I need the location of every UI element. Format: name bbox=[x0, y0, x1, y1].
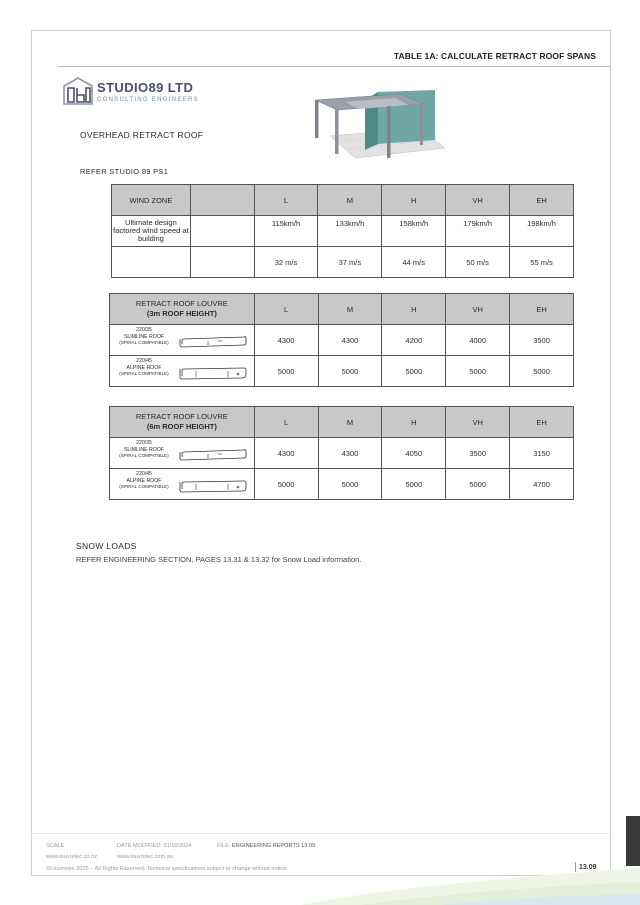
wind-speed-ms: 55 m/s bbox=[510, 247, 574, 278]
roof-profile-cell bbox=[110, 356, 255, 387]
alpine-profile-icon bbox=[178, 479, 248, 493]
span-value: 5000 bbox=[254, 469, 318, 500]
wind-speed-ms: 37 m/s bbox=[318, 247, 382, 278]
span-value: 4300 bbox=[318, 438, 382, 469]
span-value: 5000 bbox=[254, 356, 318, 387]
table-title: TABLE 1A: CALCULATE RETRACT ROOF SPANS bbox=[393, 51, 596, 61]
wind-zone-header: WIND ZONE bbox=[112, 185, 191, 216]
roof-note: (SPIRAL COMPATIBLE) bbox=[119, 340, 169, 346]
decorative-swoosh bbox=[300, 848, 640, 905]
alpine-profile-icon bbox=[178, 366, 248, 380]
roof-size: 220/35 bbox=[136, 327, 152, 333]
roof-profile-cell bbox=[110, 438, 255, 469]
zone-header: H bbox=[382, 294, 446, 325]
zone-header: EH bbox=[510, 294, 574, 325]
zone-header: L bbox=[254, 294, 318, 325]
slimline-profile-icon bbox=[178, 335, 248, 349]
span-value: 5000 bbox=[318, 469, 382, 500]
louvre-table-3m bbox=[109, 293, 574, 387]
zone-header: EH bbox=[510, 185, 574, 216]
zone-header: M bbox=[318, 407, 382, 438]
louvre-table-title bbox=[110, 407, 255, 438]
header-divider bbox=[58, 66, 611, 67]
blank-cell bbox=[190, 247, 254, 278]
louvre-title-line2: (6m ROOF HEIGHT) bbox=[146, 422, 217, 431]
roof-note: (SPIRAL COMPATIBLE) bbox=[119, 453, 169, 459]
footer-file-name: ENGINEERING REPORTS 13.09 bbox=[231, 843, 316, 849]
zone-header: EH bbox=[510, 407, 574, 438]
span-value: 4300 bbox=[318, 325, 382, 356]
wind-speed-kmh: 115km/h bbox=[254, 216, 318, 247]
louvre-title-line1: RETRACT ROOF LOUVRE bbox=[135, 412, 228, 421]
roof-name: SLIMLINE ROOF bbox=[123, 446, 165, 453]
zone-header: L bbox=[254, 185, 318, 216]
span-value: 4300 bbox=[254, 325, 318, 356]
roof-note: (SPIRAL COMPATIBLE) bbox=[119, 371, 169, 377]
span-value: 4300 bbox=[254, 438, 318, 469]
zone-header: L bbox=[254, 407, 318, 438]
roof-size: 220/35 bbox=[136, 440, 152, 446]
snow-loads-reference: REFER ENGINEERING SECTION, PAGES 13.31 & 13.32 for Snow Load information. bbox=[76, 555, 362, 564]
wind-speed-kmh: 179km/h bbox=[446, 216, 510, 247]
roof-name: ALPINE ROOF bbox=[126, 477, 162, 484]
span-value: 3500 bbox=[510, 325, 574, 356]
span-value: 4050 bbox=[382, 438, 446, 469]
span-value: 5000 bbox=[382, 356, 446, 387]
retract-roof-illustration bbox=[305, 88, 445, 166]
zone-header: M bbox=[318, 185, 382, 216]
span-value: 5000 bbox=[382, 469, 446, 500]
roof-note: (SPIRAL COMPATIBLE) bbox=[119, 484, 169, 490]
footer-scale-label: SCALE bbox=[46, 843, 65, 849]
footer-divider bbox=[31, 833, 611, 834]
span-value: 5000 bbox=[446, 469, 510, 500]
ps1-reference: REFER STUDIO 89 PS1 bbox=[80, 167, 169, 176]
roof-size: 220/45 bbox=[136, 471, 152, 477]
blank-cell bbox=[190, 216, 254, 247]
wind-speed-ms: 44 m/s bbox=[382, 247, 446, 278]
louvre-title-line1: RETRACT ROOF LOUVRE bbox=[135, 299, 228, 308]
roof-name: ALPINE ROOF bbox=[126, 364, 162, 371]
span-value: 3500 bbox=[446, 438, 510, 469]
zone-header: VH bbox=[446, 407, 510, 438]
span-value: 5000 bbox=[446, 356, 510, 387]
blank-cell bbox=[112, 247, 191, 278]
slimline-profile-icon bbox=[178, 448, 248, 462]
roof-profile-name bbox=[112, 358, 176, 378]
louvre-table-6m bbox=[109, 406, 574, 500]
studio89-logo bbox=[62, 76, 222, 110]
zone-header: H bbox=[382, 185, 446, 216]
roof-profile-name bbox=[112, 327, 176, 347]
roof-profile-name bbox=[112, 440, 176, 460]
roof-profile-cell bbox=[110, 469, 255, 500]
zone-header: H bbox=[382, 407, 446, 438]
footer-date-modified: DATE MODIFIED: 01/10/2024 bbox=[117, 843, 192, 849]
zone-header: VH bbox=[446, 294, 510, 325]
wind-speed-kmh: 158km/h bbox=[382, 216, 446, 247]
louvre-table-title bbox=[110, 294, 255, 325]
zone-header: VH bbox=[446, 185, 510, 216]
louvre-title-line2: (3m ROOF HEIGHT) bbox=[146, 309, 217, 318]
roof-type-heading: OVERHEAD RETRACT ROOF bbox=[80, 130, 204, 140]
wind-speed-ms: 50 m/s bbox=[446, 247, 510, 278]
footer-site-au-link[interactable]: www.louvretec.com.au bbox=[117, 854, 173, 860]
roof-size: 220/45 bbox=[136, 358, 152, 364]
blank-header-cell bbox=[190, 185, 254, 216]
wind-speed-row-label: Ultimate design factored wind speed at building bbox=[112, 216, 191, 247]
footer-site-nz-link[interactable]: www.louvretec.co.nz bbox=[46, 854, 97, 860]
roof-profile-name bbox=[112, 471, 176, 491]
span-value: 5000 bbox=[318, 356, 382, 387]
zone-header: M bbox=[318, 294, 382, 325]
wind-speed-ms: 32 m/s bbox=[254, 247, 318, 278]
studio89-logo-mark-icon bbox=[62, 76, 94, 106]
wind-speed-kmh: 133km/h bbox=[318, 216, 382, 247]
wind-speed-kmh: 198km/h bbox=[510, 216, 574, 247]
span-value: 4700 bbox=[510, 469, 574, 500]
page-number: 13.09 bbox=[579, 864, 597, 871]
span-value: 5000 bbox=[510, 356, 574, 387]
roof-profile-cell bbox=[110, 325, 255, 356]
roof-name: SLIMLINE ROOF bbox=[123, 333, 165, 340]
logo-subtitle: CONSULTING ENGINEERS bbox=[97, 97, 199, 103]
snow-loads-heading: SNOW LOADS bbox=[76, 541, 137, 551]
wind-zone-table bbox=[111, 184, 574, 278]
footer-copyright: ©Louvretec 2025 – All Rights Reserved. Technical specifications subject to change without notice. bbox=[46, 866, 288, 872]
footer-file-label: FILE: bbox=[217, 843, 231, 849]
logo-name: STUDIO89 LTD bbox=[97, 80, 194, 95]
span-value: 3150 bbox=[510, 438, 574, 469]
span-value: 4000 bbox=[446, 325, 510, 356]
span-value: 4200 bbox=[382, 325, 446, 356]
